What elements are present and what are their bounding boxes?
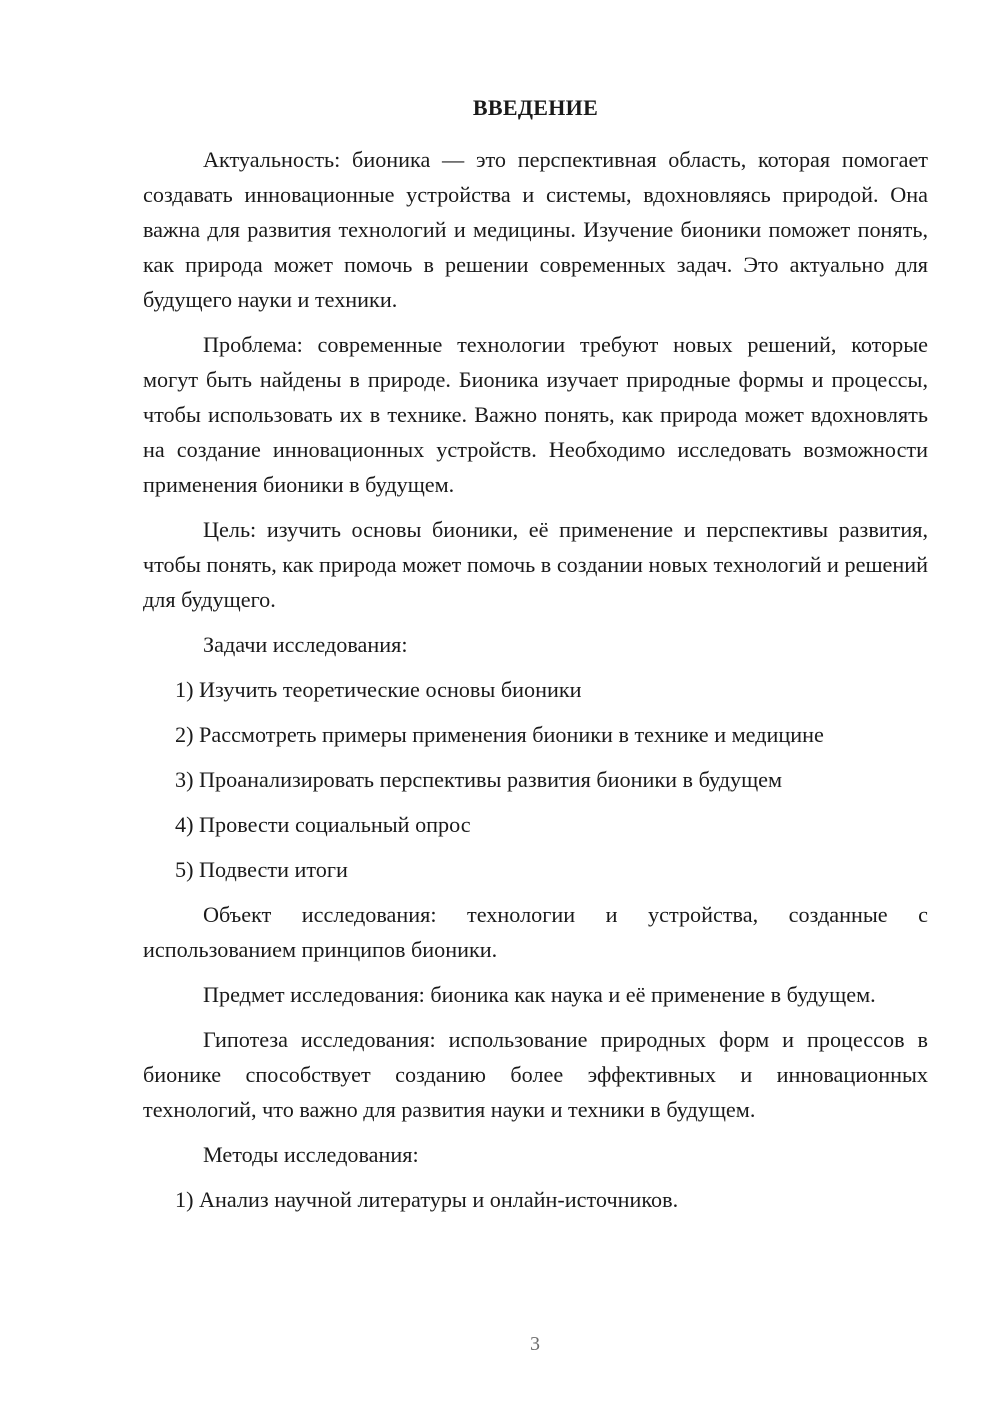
page-title: ВВЕДЕНИЕ <box>472 95 599 120</box>
paragraph-goal: Цель: изучить основы бионики, её применение и перспективы развития, чтобы понять, как природа может помочь в создании новых технологий и решений для будущего. <box>143 517 928 612</box>
paragraph-hypothesis: Гипотеза исследования: использование природных форм и процессов в бионике способствует созданию более эффективных и инновационных технологий, что важно для развития науки и техники в будущем. <box>143 1027 928 1122</box>
paragraph-relevance: Актуальность: бионика — это перспективная область, которая помогает создавать инновационные устройства и системы, вдохновляясь природой. Она важна для развития технологий и медицины. Изучение бионики поможет понять, как природа может помочь в решении современных задач. Это актуально для будущего науки и техники. <box>143 147 928 312</box>
methods-heading: Методы исследования: <box>203 1142 419 1167</box>
methods-list <box>143 1182 928 1217</box>
list-item: 3) Проанализировать перспективы развития бионики в будущем <box>175 767 783 792</box>
list-item: 1) Изучить теоретические основы бионики <box>175 677 582 702</box>
paragraph-subject: Предмет исследования: бионика как наука и её применение в будущем. <box>203 982 876 1007</box>
paragraph-object: Объект исследования: технологии и устройства, созданные с использованием принципов бионики. <box>143 902 928 962</box>
page-number: 3 <box>530 1333 540 1355</box>
tasks-heading: Задачи исследования: <box>203 632 408 657</box>
list-item: 4) Провести социальный опрос <box>175 812 471 837</box>
list-item: 1) Анализ научной литературы и онлайн-источников. <box>175 1187 679 1212</box>
paragraph-problem: Проблема: современные технологии требуют новых решений, которые могут быть найдены в природе. Бионика изучает природные формы и процессы, чтобы использовать их в технике. Важно понять, как природа может вдохновлять на создание инновационных устройств. Необходимо исследовать возможности применения бионики в будущем. <box>143 332 928 497</box>
list-item: 5) Подвести итоги <box>175 857 348 882</box>
document-body <box>143 142 928 1227</box>
tasks-list <box>143 672 928 887</box>
list-item: 2) Рассмотреть примеры применения бионики в технике и медицине <box>175 722 824 747</box>
